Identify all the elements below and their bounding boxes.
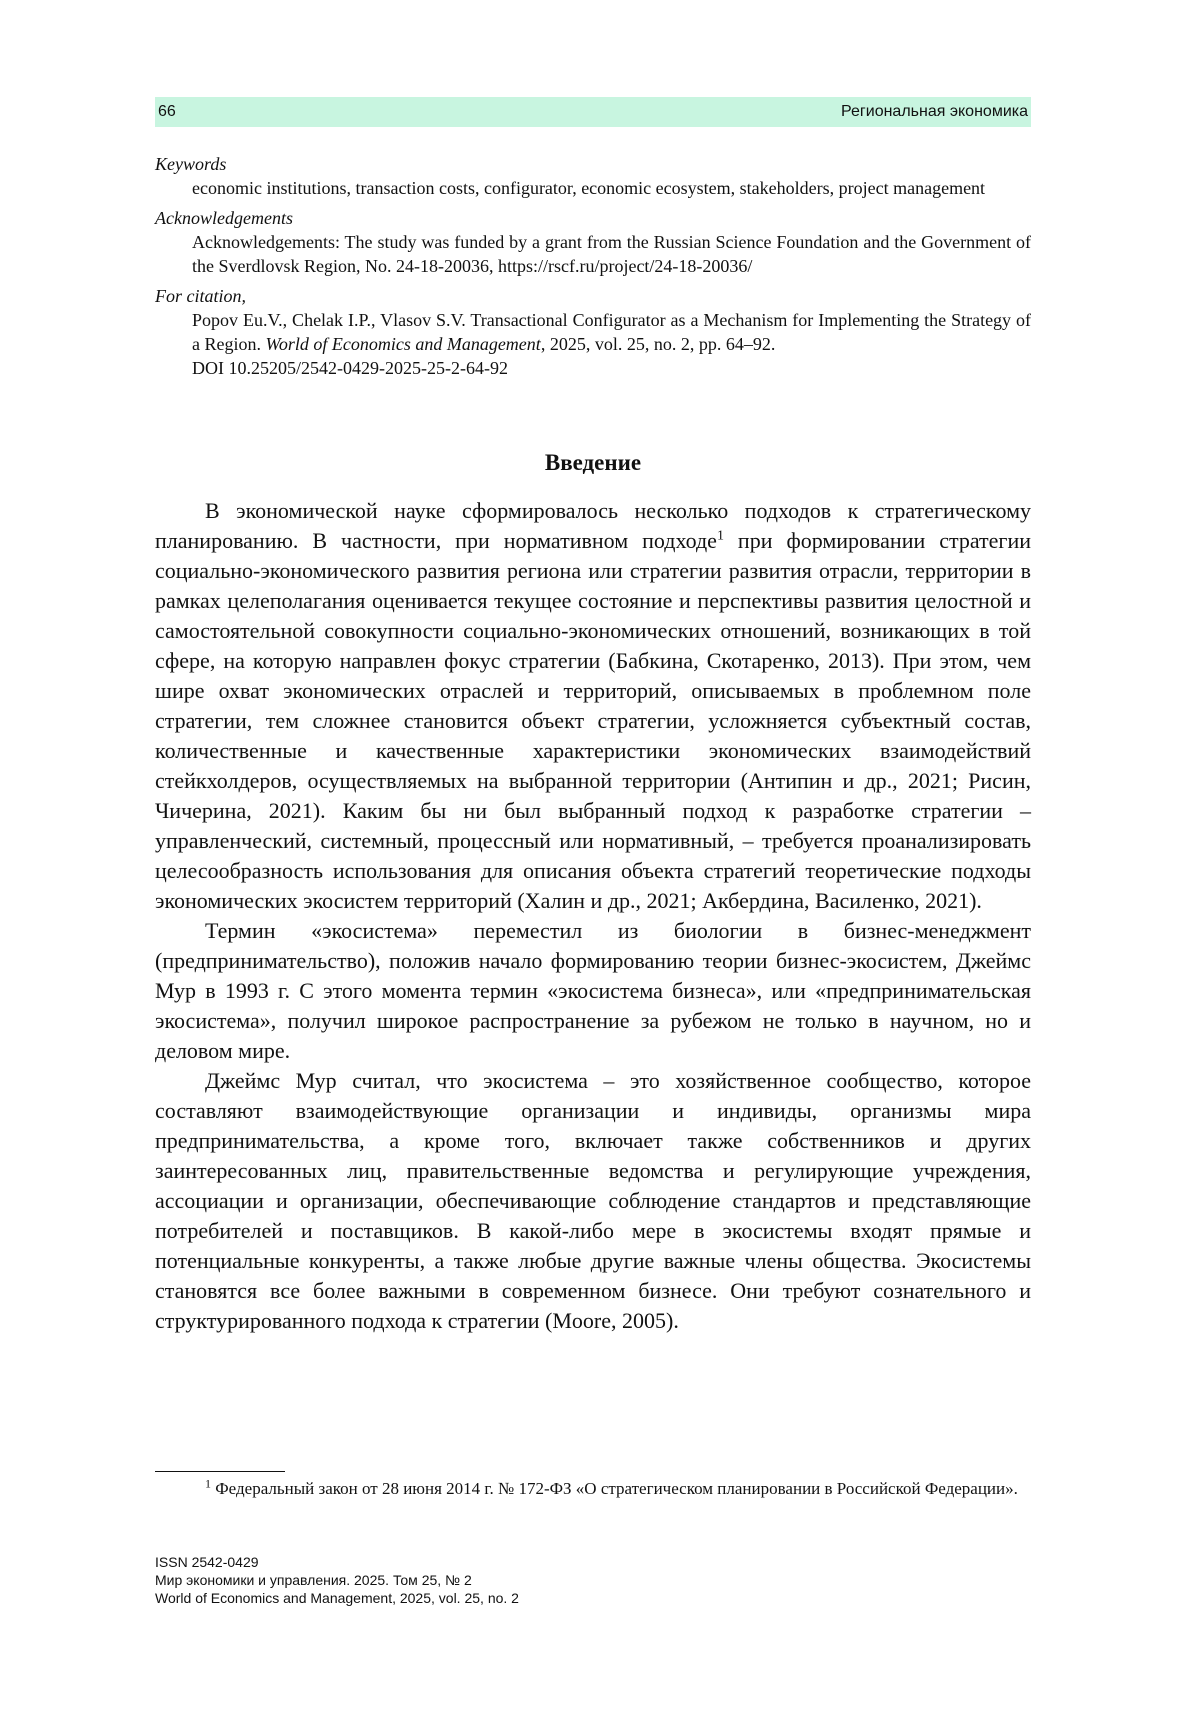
journal-info-ru: Мир экономики и управления. 2025. Том 25, № 2 [155,1572,472,1588]
citation-authors-title: Popov Eu.V., Chelak I.P., Vlasov S.V. Transactional Configurator as a Mechanism for Implementing the Strategy of a Region. [192,310,1031,354]
citation-journal: World of Economics and Management [265,334,541,354]
section-name: Региональная экономика [841,103,1028,120]
citation-details: , 2025, vol. 25, no. 2, pp. 64–92. [540,334,776,354]
journal-info [155,1553,1031,1607]
footnote-mark: 1 [205,1476,211,1491]
footnote-ref: 1 [716,528,724,544]
issn: ISSN 2542-0429 [155,1554,259,1570]
paragraph: Термин «экосистема» переместил из биологии в бизнес-менеджмент (предпринимательство), положив начало формированию теории бизнес-экосистем, Джеймс Мур в 1993 г. С этого момента термин «экосистема бизнеса», или «предпринимательская экосистема», получил широкое распространение за рубежом не только в научном, но и деловом мире. [155,918,1031,1063]
footnote-text: Федеральный закон от 28 июня 2014 г. № 172-ФЗ «О стратегическом планировании в Российской Федерации». [211,1479,1018,1498]
article-body [155,496,1031,1336]
footnote-divider [155,1471,285,1472]
footnote [155,1477,1031,1501]
article-metadata [155,152,1031,386]
citation-text [192,308,1031,380]
paragraph: Джеймс Мур считал, что экосистема – это хозяйственное сообщество, которое составляют взаимодействующие организации и индивиды, организмы мира предпринимательства, а кроме того, включает также собственников и других заинтересованных лиц, правительственные ведомства и регулирующие учреждения, ассоциации и организации, обеспечивающие соблюдение стандартов и представляющие потребителей и поставщиков. В какой-либо мере в экосистемы входят прямые и потенциальные конкуренты, а также любые другие важные члены общества. Экосистемы становятся все более важными в современном бизнесе. Они требуют сознательного и структурированного подхода к стратегии (Moore, 2005). [155,1068,1031,1333]
paragraph-text: В экономической науке сформировалось несколько подходов к стратегическому планированию. В частности, при нормативном подходе [155,498,1031,553]
citation-doi: DOI 10.25205/2542-0429-2025-25-2-64-92 [192,358,508,378]
citation-label: For citation, [155,286,246,306]
keywords-text: economic institutions, transaction costs, configurator, economic ecosystem, stakeholders, project management [192,178,986,198]
paragraph [155,496,1031,916]
page-number: 66 [158,103,176,120]
paragraph-text: при формировании стратегии социально-экономического развития региона или стратегии развития отрасли, территории в рамках целеполагания оценивается текущее состояние и перспективы развития целостной и самостоятельной совокупности социально-экономических отношений, возникающих в той сфере, на которую направлен фокус стратегии (Бабкина, Скотаренко, 2013). При этом, чем шире охват экономических отраслей и территорий, описываемых в проблемном поле стратегии, тем сложнее становится объект стратегии, усложняется субъектный состав, количественные и качественные характеристики экономических взаимодействий стейкхолдеров, осуществляемых на выбранной территории (Антипин и др., 2021; Рисин, Чичерина, 2021). Каким бы ни был выбранный подход к разработке стратегии – управленческий, системный, процессный или нормативный, – требуется проанализировать целесообразность использования для описания объекта стратегий теоретические подходы экономических экосистем территорий (Халин и др., 2021; Акбердина, Василенко, 2021). [155,528,1032,913]
keywords-label: Keywords [155,154,227,174]
acknowledgements-text: Acknowledgements: The study was funded by a grant from the Russian Science Foundation and the Government of the Sverdlovsk Region, No. 24-18-20036, https://rscf.ru/project/24-18-20036/ [192,232,1031,276]
acknowledgements-label: Acknowledgements [155,208,293,228]
section-heading: Введение [544,450,642,475]
running-header [155,97,1031,127]
journal-info-en: World of Economics and Management, 2025, vol. 25, no. 2 [155,1590,519,1606]
